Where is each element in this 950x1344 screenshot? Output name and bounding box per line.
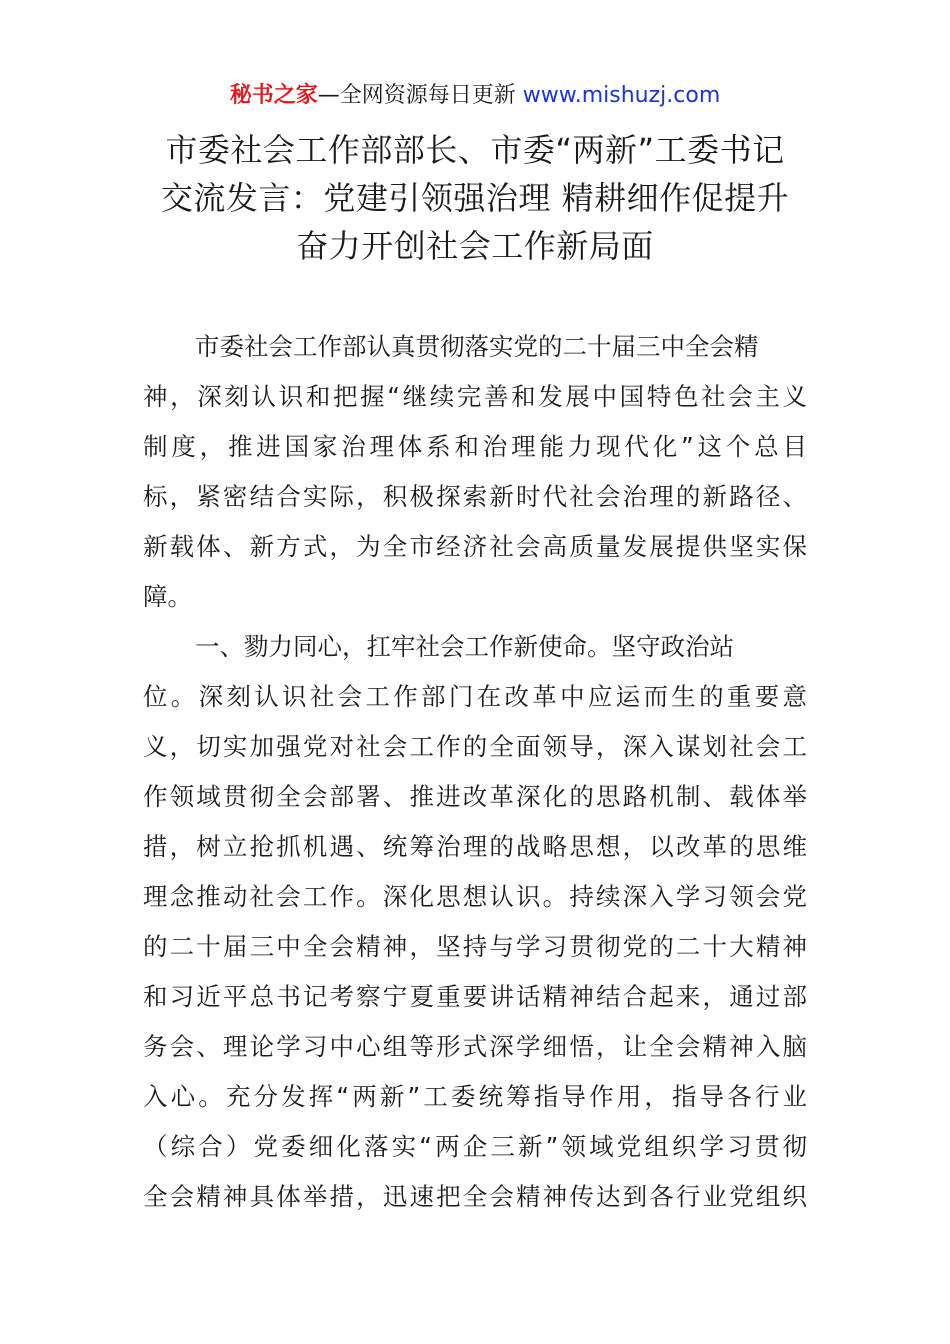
- paragraph-line: 神，深刻认识和把握“继续完善和发展中国特色社会主义: [143, 382, 807, 411]
- title-line: 市委社会工作部部长、市委“两新”工委书记: [165, 131, 785, 169]
- paragraph-line: 作领域贯彻全会部署、推进改革深化的思路机制、载体举: [143, 782, 807, 811]
- document-body: [143, 322, 807, 1222]
- site-url[interactable]: www.mishuzj.com: [522, 83, 721, 108]
- paragraph-line: 标，紧密结合实际，积极探索新时代社会治理的新路径、: [143, 482, 807, 511]
- paragraph-line: 一、勠力同心，扛牢社会工作新使命。坚守政治站: [195, 632, 734, 661]
- paragraph-line: 障。: [143, 582, 192, 611]
- paragraph-line: 的二十届三中全会精神，坚持与学习贯彻党的二十大精神: [143, 932, 807, 961]
- paragraph-line: 制度，推进国家治理体系和治理能力现代化”这个总目: [143, 432, 807, 461]
- header-dash: —: [317, 83, 340, 108]
- document-title: [0, 126, 950, 270]
- paragraph-line: 新载体、新方式，为全市经济社会高质量发展提供坚实保: [143, 532, 807, 561]
- paragraph-line: 和习近平总书记考察宁夏重要讲话精神结合起来，通过部: [143, 982, 807, 1011]
- paragraph-line: （综合）党委细化落实“两企三新”领域党组织学习贯彻: [143, 1132, 807, 1161]
- paragraph-line: 全会精神具体举措，迅速把全会精神传达到各行业党组织: [143, 1182, 807, 1211]
- header-tagline: 全网资源每日更新: [339, 83, 523, 108]
- title-line: 奋力开创社会工作新局面: [296, 227, 654, 265]
- paragraph-line: 务会、理论学习中心组等形式深学细悟，让全会精神入脑: [143, 1032, 807, 1061]
- paragraph-line: 理念推动社会工作。深化思想认识。持续深入学习领会党: [143, 882, 807, 911]
- brand-name: 秘书之家: [229, 83, 318, 108]
- paragraph-line: 入心。充分发挥“两新”工委统筹指导作用，指导各行业: [143, 1082, 807, 1111]
- paragraph-line: 位。深刻认识社会工作部门在改革中应运而生的重要意: [143, 682, 807, 711]
- site-header: [0, 80, 950, 112]
- title-line: 交流发言：党建引领强治理 精耕细作促提升: [160, 179, 790, 217]
- paragraph-line: 市委社会工作部认真贯彻落实党的二十届三中全会精: [195, 332, 759, 361]
- paragraph-line: 义，切实加强党对社会工作的全面领导，深入谋划社会工: [143, 732, 807, 761]
- paragraph-line: 措，树立抢抓机遇、统筹治理的战略思想，以改革的思维: [143, 832, 807, 861]
